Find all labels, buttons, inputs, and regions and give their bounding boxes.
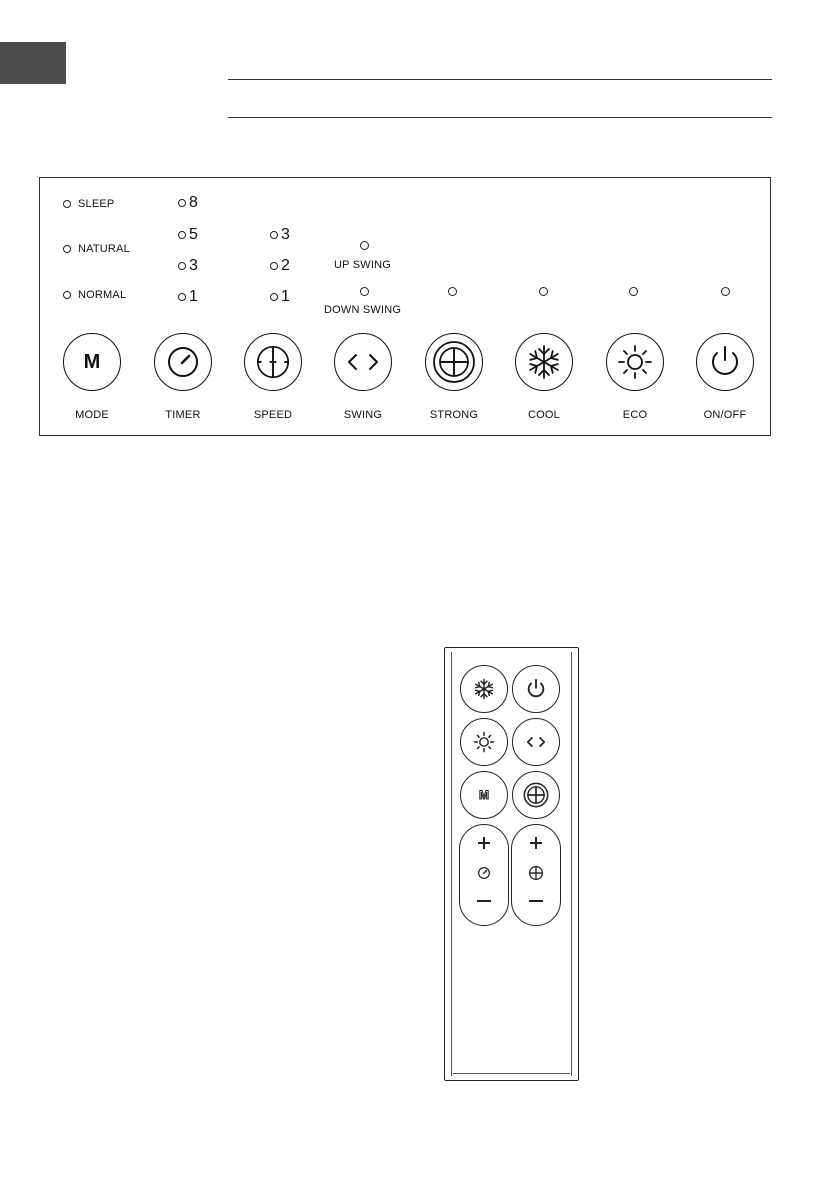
indicator-normal <box>63 287 126 303</box>
indicator-timer-8 <box>178 195 198 211</box>
swing-button[interactable] <box>334 333 392 391</box>
timer-label: TIMER <box>165 409 201 421</box>
up-swing-label: UP SWING <box>334 259 392 271</box>
indicator-sleep <box>63 196 114 212</box>
plus-icon <box>476 835 492 851</box>
led-icon <box>270 262 278 270</box>
header-rule-top <box>228 79 772 80</box>
indicator-timer-3 <box>178 258 198 274</box>
indicator-number: 8 <box>189 194 198 211</box>
eco-button[interactable] <box>606 333 664 391</box>
dial-icon <box>477 866 491 880</box>
dial-icon <box>166 345 200 379</box>
remote-mode-button[interactable] <box>460 771 508 819</box>
on-off-label: ON/OFF <box>703 409 747 421</box>
timer-button[interactable] <box>154 333 212 391</box>
indicator-label: NORMAL <box>78 289 127 301</box>
mode-button[interactable] <box>63 333 121 391</box>
fan-icon <box>254 343 292 381</box>
led-up-swing <box>360 241 369 250</box>
swing-arrows-icon <box>345 350 381 374</box>
header-rule-bottom <box>228 117 772 118</box>
indicator-label: SLEEP <box>78 198 115 210</box>
led-icon <box>178 262 186 270</box>
led-icon <box>178 293 186 301</box>
indicator-timer-5 <box>178 227 198 243</box>
strong-button[interactable] <box>425 333 483 391</box>
strong-fan-icon <box>430 338 478 386</box>
cool-button[interactable] <box>515 333 573 391</box>
led-icon <box>178 231 186 239</box>
speed-minus-button[interactable] <box>512 897 560 905</box>
led-icon <box>178 199 186 207</box>
remote-eco-button[interactable] <box>460 718 508 766</box>
power-icon <box>707 344 743 380</box>
remote-on-off-button[interactable] <box>512 665 560 713</box>
led-down-swing <box>360 287 369 296</box>
indicator-number: 2 <box>281 257 290 274</box>
timer-minus-button[interactable] <box>460 897 508 905</box>
minus-icon <box>528 897 544 905</box>
remote-speed-rocker <box>511 824 561 926</box>
timer-plus-button[interactable] <box>460 835 508 851</box>
indicator-number: 1 <box>281 288 290 305</box>
speed-button[interactable] <box>244 333 302 391</box>
indicator-speed-1 <box>270 289 290 305</box>
plus-icon <box>528 835 544 851</box>
mode-label: MODE <box>75 409 109 421</box>
remote-control <box>444 647 579 1081</box>
remote-base-line <box>453 1073 570 1074</box>
speed-label: SPEED <box>253 409 293 421</box>
control-panel <box>39 177 771 436</box>
minus-icon <box>476 897 492 905</box>
indicator-speed-2 <box>270 258 290 274</box>
led-cool <box>539 287 548 296</box>
indicator-natural <box>63 241 130 257</box>
on-off-button[interactable] <box>696 333 754 391</box>
indicator-timer-1 <box>178 289 198 305</box>
indicator-label: NATURAL <box>78 243 130 255</box>
led-icon <box>63 200 71 208</box>
speed-plus-button[interactable] <box>512 835 560 851</box>
indicator-number: 3 <box>281 226 290 243</box>
power-icon <box>525 678 547 700</box>
swing-arrows-icon <box>525 735 547 749</box>
led-icon <box>63 291 71 299</box>
down-swing-label: DOWN SWING <box>324 304 402 316</box>
strong-label: STRONG <box>429 409 479 421</box>
eco-label: ECO <box>622 409 648 421</box>
led-on-off <box>721 287 730 296</box>
led-icon <box>63 245 71 253</box>
remote-timer-rocker <box>459 824 509 926</box>
swing-label: SWING <box>343 409 383 421</box>
remote-cool-button[interactable] <box>460 665 508 713</box>
m-icon: M <box>479 788 489 802</box>
language-tab <box>0 42 66 84</box>
fan-icon <box>528 865 544 881</box>
snowflake-icon <box>524 342 564 382</box>
strong-fan-icon <box>522 781 550 809</box>
led-strong <box>448 287 457 296</box>
snowflake-icon <box>472 677 496 701</box>
cool-label: COOL <box>528 409 560 421</box>
sun-icon <box>615 342 655 382</box>
remote-swing-button[interactable] <box>512 718 560 766</box>
indicator-number: 3 <box>189 257 198 274</box>
indicator-number: 5 <box>189 226 198 243</box>
sun-icon <box>472 730 496 754</box>
remote-strong-button[interactable] <box>512 771 560 819</box>
led-eco <box>629 287 638 296</box>
indicator-number: 1 <box>189 288 198 305</box>
timer-rocker-center <box>460 866 508 880</box>
led-icon <box>270 293 278 301</box>
speed-rocker-center <box>512 865 560 881</box>
led-icon <box>270 231 278 239</box>
indicator-speed-3 <box>270 227 290 243</box>
m-icon: M <box>83 350 101 373</box>
